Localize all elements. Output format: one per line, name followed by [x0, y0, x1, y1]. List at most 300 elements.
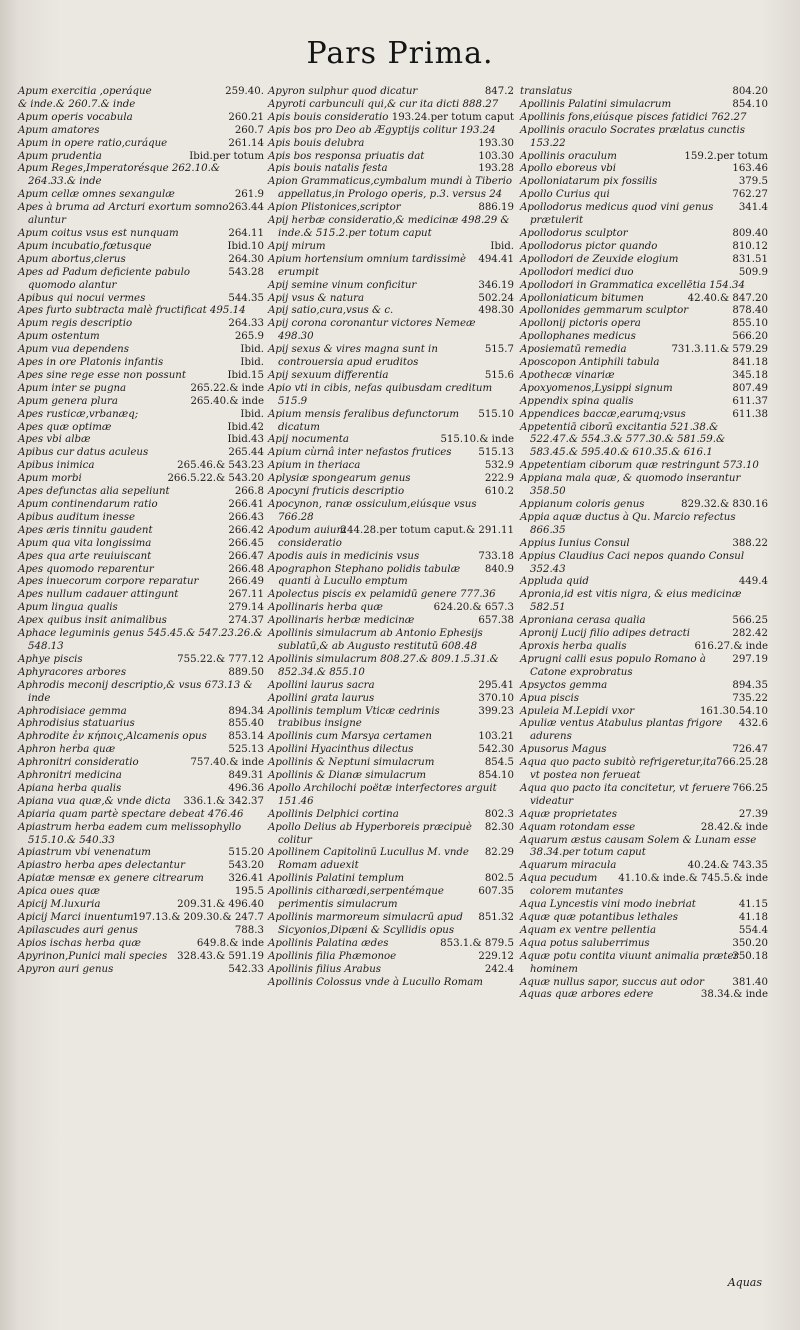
index-entry-reference: 163.46: [732, 163, 768, 175]
index-entry: [18, 847, 264, 860]
index-entry-reference: 532.9: [484, 460, 514, 472]
index-entry-term: Apographon Stephano polidis tabulæ quanti à Lucullo emptum: [268, 563, 461, 588]
index-entry: [520, 112, 768, 125]
index-entry: [18, 486, 264, 499]
index-entry-reference: 889.50: [228, 666, 264, 678]
index-entry-term: Apum morbi: [18, 473, 82, 485]
page-title: Pars Prima.: [306, 36, 494, 71]
index-entry-reference: 260.7: [234, 124, 264, 136]
index-entry: [18, 680, 264, 706]
index-entry: [18, 409, 264, 422]
index-entry-reference: 197.13.& 209.30.& 247.7: [132, 912, 264, 923]
index-entry-reference: 336.1.& 342.37: [183, 795, 264, 807]
index-entry: [18, 189, 264, 202]
index-entry-reference: 851.32: [478, 912, 514, 923]
index-entry: [520, 809, 768, 822]
index-entry-term: Apollinis filia Phæmonoe: [268, 950, 397, 962]
index-entry-term: Apollinaris herbæ medicinæ: [268, 615, 415, 627]
index-entry: [18, 422, 264, 435]
index-entry-term: Aproxis herba qualis: [520, 640, 627, 652]
index-entry-term: Aqua quo pacto subitò refrigeretur,ita vt postea non ferueat: [520, 757, 717, 782]
index-entry-reference: 853.1.& 879.5: [440, 937, 514, 949]
index-entry-reference: 370.10: [478, 692, 514, 704]
index-entry-term: Apollonides gemmarum sculptor: [520, 305, 689, 317]
index-entry: [268, 344, 514, 370]
index-entry: [520, 680, 768, 693]
index-entry: [520, 370, 768, 383]
index-entry-term: Apollodorus sculptor: [520, 227, 628, 239]
index-entry-reference: 543.28: [228, 266, 264, 278]
index-entry-reference: 515.13: [478, 447, 514, 459]
index-entry: [268, 770, 514, 783]
index-entry-reference: 854.5: [484, 757, 514, 769]
index-entry-reference: 809.40: [732, 227, 768, 239]
index-entry: [18, 628, 264, 654]
index-entry-reference: Ibid.15: [227, 369, 264, 381]
index-entry-term: Apollinis citharœdi,serpentémque perimentis simulacrum: [268, 886, 444, 911]
index-entry-term: Apij sexus & vires magna sunt in controuersia apud eruditos: [268, 344, 438, 369]
index-entry: [268, 873, 514, 886]
index-entry-term: Apum amatores: [18, 124, 100, 136]
index-entry: [268, 99, 514, 112]
index-entry-reference: 731.3.11.& 579.29: [671, 344, 768, 356]
index-entry-reference: 853.14: [228, 731, 264, 743]
index-entry-term: Apicij M.luxuria: [18, 899, 101, 911]
index-entry: [18, 138, 264, 151]
index-entry: [520, 938, 768, 951]
index-entry: [18, 331, 264, 344]
index-entry: [520, 860, 768, 873]
index-entry-reference: 849.31: [228, 770, 264, 782]
index-entry: [18, 744, 264, 757]
index-entry-term: Apex quibus insit animalibus: [18, 615, 167, 627]
index-entry-reference: 788.3: [234, 924, 264, 936]
index-entry: [18, 357, 264, 370]
index-entry-reference: 566.20: [732, 331, 768, 343]
index-entry: [520, 628, 768, 641]
index-entry-reference: Ibid.: [490, 240, 514, 252]
index-entry-term: Apiatæ mensæ ex genere citrearum: [18, 873, 204, 885]
index-entry: [520, 706, 768, 719]
index-entry: [520, 641, 768, 654]
index-entry-reference: 267.11: [228, 589, 264, 601]
index-entry: [520, 202, 768, 228]
index-entry-term: Aquæ quæ potantibus lethales: [520, 912, 678, 923]
index-entry-term: Apollodori medici duo: [520, 266, 634, 278]
index-entry-reference: Ibid.: [240, 344, 264, 356]
index-entry-term: Appetentiā ciborū excitantia 521.38.& 522.47.& 554.3.& 577.30.& 581.59.& 583.45.& 595.40.& 610.35.& 616.1: [520, 421, 726, 459]
index-entry-reference: 649.8.& inde: [196, 937, 264, 949]
index-entry-term: Aphronitri consideratio: [18, 757, 139, 769]
index-entry-reference: 193.24.per totum caput: [391, 111, 514, 123]
index-entry: [268, 744, 514, 757]
index-entry-term: Aphrodite ἐν κήποις,Alcamenis opus: [18, 731, 207, 743]
index-entry: [18, 589, 264, 602]
index-entry-reference: 542.33: [228, 963, 264, 975]
index-entry-term: Apiaria quam partè spectare debeat 476.46: [18, 808, 244, 820]
index-entry-term: Apij corona coronantur victores Nemeæ 498.30: [268, 318, 476, 343]
index-entry-term: Apes quæ optimæ: [18, 421, 112, 433]
index-entry: [18, 912, 264, 925]
index-entry: [520, 899, 768, 912]
index-entry-term: Apum operis vocabula: [18, 111, 133, 123]
index-entry: [18, 460, 264, 473]
index-entry-reference: 82.30: [484, 821, 514, 833]
index-entry-reference: 735.22: [732, 692, 768, 704]
index-entry-term: Apij satio,cura,vsus & c.: [268, 305, 394, 317]
index-entry-reference: 381.40: [732, 976, 768, 988]
index-entry-term: Apis bos pro Deo ab Ægyptijs colitur 193.24: [268, 124, 496, 136]
index-entry-reference: 326.41: [228, 873, 264, 885]
index-entry-reference: 195.5: [234, 886, 264, 898]
index-entry: [520, 331, 768, 344]
index-entry-term: Apum in opere ratio,curáque: [18, 137, 168, 149]
index-entry-term: Appluda quid: [520, 576, 589, 588]
index-entry-reference: 261.14: [228, 137, 264, 149]
index-entry: [520, 163, 768, 176]
index-entry-term: Apios ischas herba quæ: [18, 937, 141, 949]
index-entry: [520, 86, 768, 99]
index-entry-reference: 894.34: [228, 705, 264, 717]
index-entry-reference: 266.42: [228, 524, 264, 536]
index-entry-term: Apollini grata laurus: [268, 692, 375, 704]
index-entry-term: Apes qua arte reuiuiscant: [18, 550, 152, 562]
index-entry-reference: 350.18: [732, 950, 768, 962]
index-entry: [18, 925, 264, 938]
index-entry-reference: 193.30: [478, 137, 514, 149]
index-entry: [268, 318, 514, 344]
index-entry-reference: 624.20.& 657.3: [433, 602, 514, 614]
index-entry-term: Apium cùrnâ inter nefastos frutices: [268, 447, 452, 459]
index-entry-reference: 855.10: [732, 318, 768, 330]
index-entry-term: Apothecæ vinariæ: [520, 369, 615, 381]
index-entry-reference: 103.30: [478, 150, 514, 162]
index-entry-reference: 379.5: [738, 176, 768, 188]
index-entry: [268, 305, 514, 318]
index-entry-reference: Ibid.per totum: [189, 150, 264, 162]
index-entry-term: Apoxyomenos,Lysippi signum: [520, 382, 673, 394]
index-entry-reference: 840.9: [484, 563, 514, 575]
index-entry-term: Aphronitri medicina: [18, 770, 122, 782]
index-entry-term: Apes sine rege esse non possunt: [18, 369, 186, 381]
index-entry-term: Apollinis marmoreum simulacrū apud Sicyonios,Dipæni & Scyllidis opus: [268, 912, 463, 936]
index-entry-term: Apollinis & Neptuni simulacrum: [268, 757, 435, 769]
index-entry: [268, 293, 514, 306]
index-entry: [520, 654, 768, 680]
index-entry-term: Apum prudentia: [18, 150, 102, 162]
index-entry: [18, 344, 264, 357]
index-entry-term: Apes vbi albæ: [18, 434, 91, 446]
index-entry-term: Apes rusticæ,vrbanæq;: [18, 408, 139, 420]
index-entry: [268, 447, 514, 460]
index-entry-term: Apollinis fons,eiúsque pisces fatidici 762.27: [520, 111, 747, 123]
index-entry: [18, 202, 264, 228]
index-entry: [520, 538, 768, 551]
index-entry-reference: 264.30: [228, 253, 264, 265]
index-entry: [520, 744, 768, 757]
index-entry-term: Apij vsus & natura: [268, 292, 365, 304]
index-entry-term: Aphyracores arbores: [18, 666, 127, 678]
index-entry: [268, 460, 514, 473]
index-entry-term: Aqua Lyncestis vini modo inebriat: [520, 899, 696, 911]
index-entry-reference: 41.15: [738, 899, 768, 911]
index-entry-reference: 264.33: [228, 318, 264, 330]
index-entry-term: Aphron herba quæ: [18, 744, 116, 756]
index-entry-reference: 346.19: [478, 279, 514, 291]
index-entry-term: Aqua pecudum colorem mutantes: [520, 873, 624, 898]
index-column-1: [18, 86, 264, 977]
index-entry-term: Apes æris tinnitu gaudent: [18, 524, 153, 536]
index-entry: [18, 112, 264, 125]
index-entry: [520, 267, 768, 280]
index-entry: [18, 538, 264, 551]
index-entry: [18, 796, 264, 809]
index-entry-term: Apollophanes medicus: [520, 331, 636, 343]
index-entry-term: Apollinis cum Marsya certamen: [268, 731, 432, 743]
index-entry-reference: 350.20: [732, 937, 768, 949]
index-entry: [520, 254, 768, 267]
index-entry: [18, 809, 264, 822]
index-entry-term: Apollinis simulacrum ab Antonio Ephesijs sublatū,& ab Augusto restitutū 608.48: [268, 628, 483, 652]
index-entry-reference: 82.29: [484, 847, 514, 859]
index-entry-term: Apibus qui nocui vermes: [18, 292, 146, 304]
index-entry-reference: 266.45: [228, 537, 264, 549]
index-entry: [520, 305, 768, 318]
index-entry-term: Apollinis oraculum: [520, 150, 617, 162]
index-entry-term: Apis bos responsa priuatis dat: [268, 150, 425, 162]
index-entry-term: Apollinis oraculo Socrates prælatus cunctis 153.22: [520, 124, 745, 149]
index-entry: [520, 835, 768, 861]
index-entry: [18, 667, 264, 680]
index-entry-reference: 388.22: [732, 537, 768, 549]
index-entry-reference: 260.21: [228, 111, 264, 123]
index-entry: [18, 228, 264, 241]
index-entry-term: Apollini laurus sacra: [268, 679, 375, 691]
index-entry-term: Apua piscis: [520, 692, 579, 704]
index-entry-term: Appendix spina qualis: [520, 395, 634, 407]
index-entry-reference: 259.40.: [225, 86, 264, 97]
index-entry: [268, 564, 514, 590]
index-entry-reference: 266.8: [234, 486, 264, 498]
index-entry: [520, 589, 768, 615]
index-entry-reference: 657.38: [478, 615, 514, 627]
index-entry: [268, 589, 514, 602]
index-entry: [18, 951, 264, 964]
index-entry-reference: 542.30: [478, 744, 514, 756]
index-entry: [520, 873, 768, 899]
index-entry-term: Aquæ nullus sapor, succus aut odor: [520, 976, 704, 988]
index-entry-reference: 502.24: [478, 292, 514, 304]
index-entry-term: Apollo Curius qui: [520, 189, 610, 201]
index-entry-reference: 282.42: [732, 628, 768, 640]
index-entry: [268, 125, 514, 138]
index-entry: [520, 280, 768, 293]
index-entry-term: Apium mensis feralibus defunctorum dicatum: [268, 408, 460, 433]
index-entry: [18, 770, 264, 783]
index-entry-reference: 498.30: [478, 305, 514, 317]
index-entry: [268, 964, 514, 977]
index-entry-term: Apollinis simulacrum 808.27.& 809.1.5.31.& 852.34.& 855.10: [268, 653, 499, 678]
index-entry-term: Apum abortus,clerus: [18, 253, 126, 265]
index-entry: [520, 176, 768, 189]
index-entry-term: Appiana mala quæ, & quomodo inserantur 358.50: [520, 473, 741, 498]
index-entry-term: Apollinaris herba quæ: [268, 602, 383, 614]
index-entry: [520, 822, 768, 835]
index-entry: [268, 215, 514, 241]
index-entry-term: Apusorus Magus: [520, 744, 607, 756]
index-entry-term: Aphye piscis: [18, 653, 83, 665]
index-entry-reference: 279.14: [228, 602, 264, 614]
index-entry: [268, 202, 514, 215]
index-entry-term: translatus: [520, 86, 573, 97]
index-entry-term: Aquam ex ventre pellentia: [520, 924, 657, 936]
index-entry-term: Appianum coloris genus: [520, 499, 645, 510]
index-entry-term: Apij semine vinum conficitur: [268, 279, 417, 291]
index-entry-reference: 266.5.22.& 543.20: [167, 473, 264, 485]
index-entry: [520, 989, 768, 1002]
index-entry: [18, 602, 264, 615]
index-entry-reference: 554.4: [738, 924, 768, 936]
index-entry: [18, 163, 264, 189]
index-entry-term: Apibus auditum inesse: [18, 511, 135, 523]
index-entry: [520, 357, 768, 370]
index-entry-reference: 297.19: [732, 653, 768, 665]
index-entry-reference: 263.44: [228, 202, 264, 214]
index-entry-reference: 161.30.54.10: [699, 705, 768, 717]
index-entry-term: Apum genera plura: [18, 395, 118, 407]
index-entry-reference: 762.27: [732, 189, 768, 201]
index-entry-reference: 222.9: [484, 473, 514, 485]
index-entry-term: Apum exercitia ,operáque: [18, 86, 152, 97]
index-entry-reference: 726.47: [732, 744, 768, 756]
index-entry: [520, 512, 768, 538]
index-entry-term: Apij sexuum differentia: [268, 369, 389, 381]
index-entry-reference: 266.47: [228, 550, 264, 562]
index-entry-term: Apum Reges,Imperatorésque 262.10.& 264.33.& inde: [18, 163, 220, 188]
index-entry: [268, 757, 514, 770]
index-entry: [268, 525, 514, 551]
catchword: Aquas: [727, 1276, 762, 1289]
index-entry-term: Apollinis filius Arabus: [268, 963, 382, 975]
index-entry-term: Aphrodisius statuarius: [18, 718, 135, 730]
index-entry-term: Apolloniaticum bitumen: [520, 292, 644, 304]
index-entry-reference: 841.18: [732, 357, 768, 369]
index-entry: [18, 151, 264, 164]
index-entry-reference: 242.4: [484, 963, 514, 975]
index-entry: [18, 822, 264, 848]
index-entry-term: Apyron auri genus: [18, 963, 114, 975]
index-entry-reference: 432.6: [738, 718, 768, 730]
index-entry-term: Aprugni calli esus populo Romano à Catone exprobratus: [520, 653, 706, 678]
index-entry-reference: 611.37: [732, 395, 768, 407]
index-entry: [520, 693, 768, 706]
index-entry-reference: 810.12: [732, 240, 768, 252]
index-entry: [520, 499, 768, 512]
index-entry: [268, 847, 514, 873]
index-entry: [18, 512, 264, 525]
index-entry: [268, 654, 514, 680]
index-entry-reference: 328.43.& 591.19: [177, 950, 264, 962]
index-entry: [18, 860, 264, 873]
index-entry-reference: 515.20: [228, 847, 264, 859]
index-entry-reference: 802.3: [484, 808, 514, 820]
index-entry: [520, 318, 768, 331]
index-entry-term: Apum cellæ omnes sexangulæ: [18, 189, 175, 201]
index-entry-term: Apiastrum herba eadem cum melissophyllo 515.10.& 540.33: [18, 821, 242, 846]
index-entry-term: Apollinem Capitolinū Lucullus M. vnde Romam aduexit: [268, 847, 469, 872]
index-entry-term: Apollinis templum Vticæ cedrinis trabibus insigne: [268, 705, 440, 730]
index-entry: [268, 680, 514, 693]
index-entry: [268, 628, 514, 654]
index-entry: [18, 125, 264, 138]
index-entry: [520, 912, 768, 925]
index-entry-term: Apicij Marci inuentum: [18, 912, 134, 923]
index-entry-reference: 829.32.& 830.16: [681, 499, 768, 510]
index-entry: [268, 551, 514, 564]
index-entry: [18, 654, 264, 667]
index-entry-term: Apes nullum cadauer attingunt: [18, 589, 179, 601]
index-entry-reference: 757.40.& inde: [190, 757, 264, 769]
index-entry: [520, 409, 768, 422]
index-entry: [268, 809, 514, 822]
index-entry-reference: 847.2: [484, 86, 514, 97]
index-entry-reference: 266.49: [228, 576, 264, 588]
index-entry-term: Apiana vua quæ,& vnde dicta: [18, 795, 171, 807]
index-entry-term: Apes ad Padum deficiente pabulo quomodo alantur: [18, 266, 190, 291]
index-entry: [268, 241, 514, 254]
index-entry: [18, 886, 264, 899]
index-entry: [520, 228, 768, 241]
index-entry: [268, 731, 514, 744]
index-entry: [520, 925, 768, 938]
index-entry: [18, 370, 264, 383]
index-entry: [268, 977, 514, 990]
index-entry: [520, 576, 768, 589]
index-entry-term: Aproniana cerasa qualia: [520, 615, 646, 627]
index-entry: [520, 99, 768, 112]
index-entry: [18, 551, 264, 564]
index-entry: [268, 383, 514, 409]
index-entry-term: Apica oues quæ: [18, 886, 101, 898]
index-entry: [268, 86, 514, 99]
index-entry-reference: 886.19: [478, 202, 514, 214]
index-entry: [18, 783, 264, 796]
index-entry: [18, 964, 264, 977]
index-entry-term: Aquæ potu contita viuunt animalia præter hominem: [520, 950, 739, 975]
index-entry: [18, 499, 264, 512]
index-entry: [18, 241, 264, 254]
index-entry-reference: 525.13: [228, 744, 264, 756]
index-entry-reference: 607.35: [478, 886, 514, 898]
index-entry: [18, 576, 264, 589]
index-entry-term: Appius Iunius Consul: [520, 537, 630, 549]
index-entry-reference: 265.44: [228, 447, 264, 459]
index-entry-reference: 103.21: [478, 731, 514, 743]
index-entry-term: Apsyctos gemma: [520, 679, 608, 691]
index-entry-term: Apollodorus medicus quod vini genus prætulerit: [520, 202, 714, 227]
index-entry-term: Apum ostentum: [18, 331, 100, 343]
index-entry-term: Apium hortensium omnium tardissimè erumpit: [268, 253, 467, 278]
index-entry: [18, 305, 264, 318]
index-entry: [18, 434, 264, 447]
index-entry-term: Apilascudes auri genus: [18, 924, 138, 936]
index-entry-term: Aquam rotondam esse: [520, 821, 636, 833]
index-entry-reference: 616.27.& inde: [694, 640, 768, 652]
index-entry-reference: 345.18: [732, 369, 768, 381]
index-entry: [520, 189, 768, 202]
index-entry-reference: 295.41: [478, 679, 514, 691]
index-entry-reference: 159.2.per totum: [684, 150, 768, 162]
